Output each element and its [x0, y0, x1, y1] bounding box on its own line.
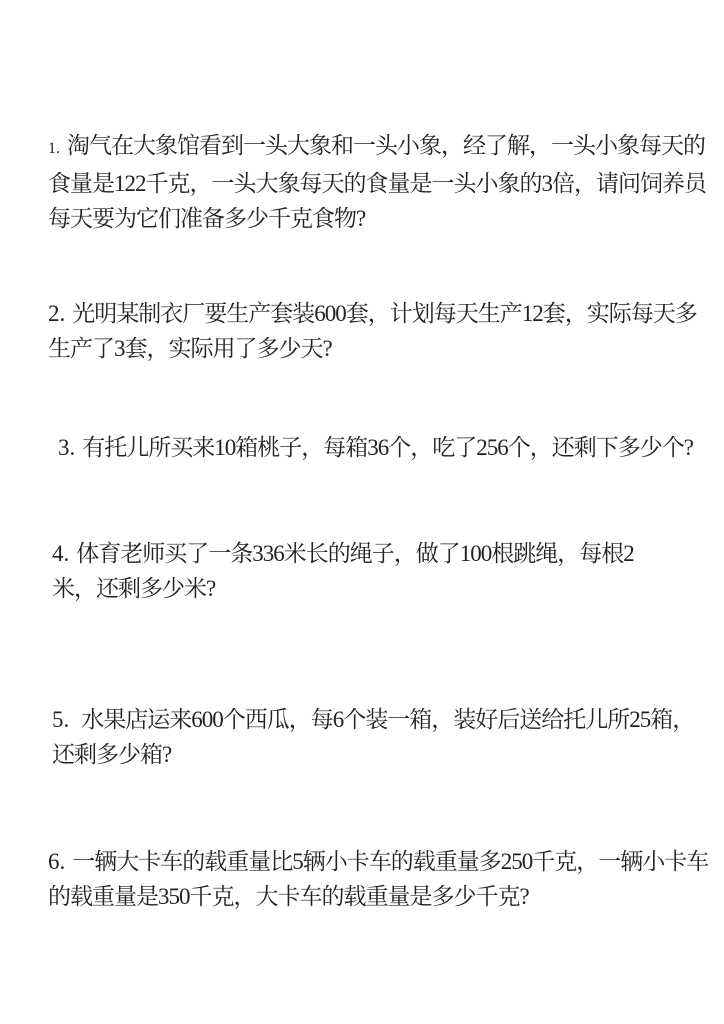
- problem-line: [48, 128, 705, 166]
- problem-5-text-line-1: 水果店运来600个西瓜，每6个装一箱，装好后送给托儿所25箱，: [81, 707, 695, 732]
- problem-6-text-line-2: 的载重量是350千克，大卡车的载重量是多少千克?: [48, 884, 529, 909]
- problem-4: [48, 536, 684, 606]
- problem-5-number: 5.: [52, 707, 70, 732]
- problem-1-number: 1.: [48, 140, 60, 157]
- problem-5-text-line-2: 还剩多少箱?: [52, 742, 172, 767]
- problem-line: [52, 536, 684, 571]
- problem-line: [48, 296, 697, 331]
- problem-1-text-line-2: 食量是122千克，一头大象每天的食量是一头小象的3倍，请问饲养员: [48, 171, 706, 196]
- problem-3-text-line-1: 有托儿所买来10箱桃子，每箱36个，吃了256个，还剩下多少个?: [82, 435, 693, 460]
- problem-3-number: 3.: [58, 435, 76, 460]
- problem-line: [58, 430, 693, 465]
- problem-4-text-line-2: 米，还剩多少米?: [52, 576, 216, 601]
- problem-1-text-line-3: 每天要为它们准备多少千克食物?: [48, 206, 366, 231]
- problem-6-text-line-1: 一辆大卡车的载重量比5辆小卡车的载重量多250千克，一辆小卡车: [72, 849, 709, 874]
- problem-1: [48, 128, 706, 236]
- problem-2-text-line-1: 光明某制衣厂要生产套装600套，计划每天生产12套，实际每天多: [72, 301, 697, 326]
- problem-line: [52, 702, 695, 737]
- problem-4-text-line-1: 体育老师买了一条336米长的绳子，做了100根跳绳，每根2: [76, 541, 634, 566]
- problem-2-number: 2.: [48, 301, 66, 326]
- problem-6-number: 6.: [48, 849, 66, 874]
- problem-2-text-line-2: 生产了3套，实际用了多少天?: [48, 336, 332, 361]
- problem-2: [48, 296, 697, 366]
- problem-4-number: 4.: [52, 541, 70, 566]
- problem-5: [48, 702, 695, 772]
- problem-1-text-line-1: 淘气在大象馆看到一头大象和一头小象，经了解，一头小象每天的: [67, 133, 705, 158]
- problem-6: [48, 844, 709, 914]
- problem-line: [48, 844, 709, 879]
- problem-3: [48, 430, 693, 465]
